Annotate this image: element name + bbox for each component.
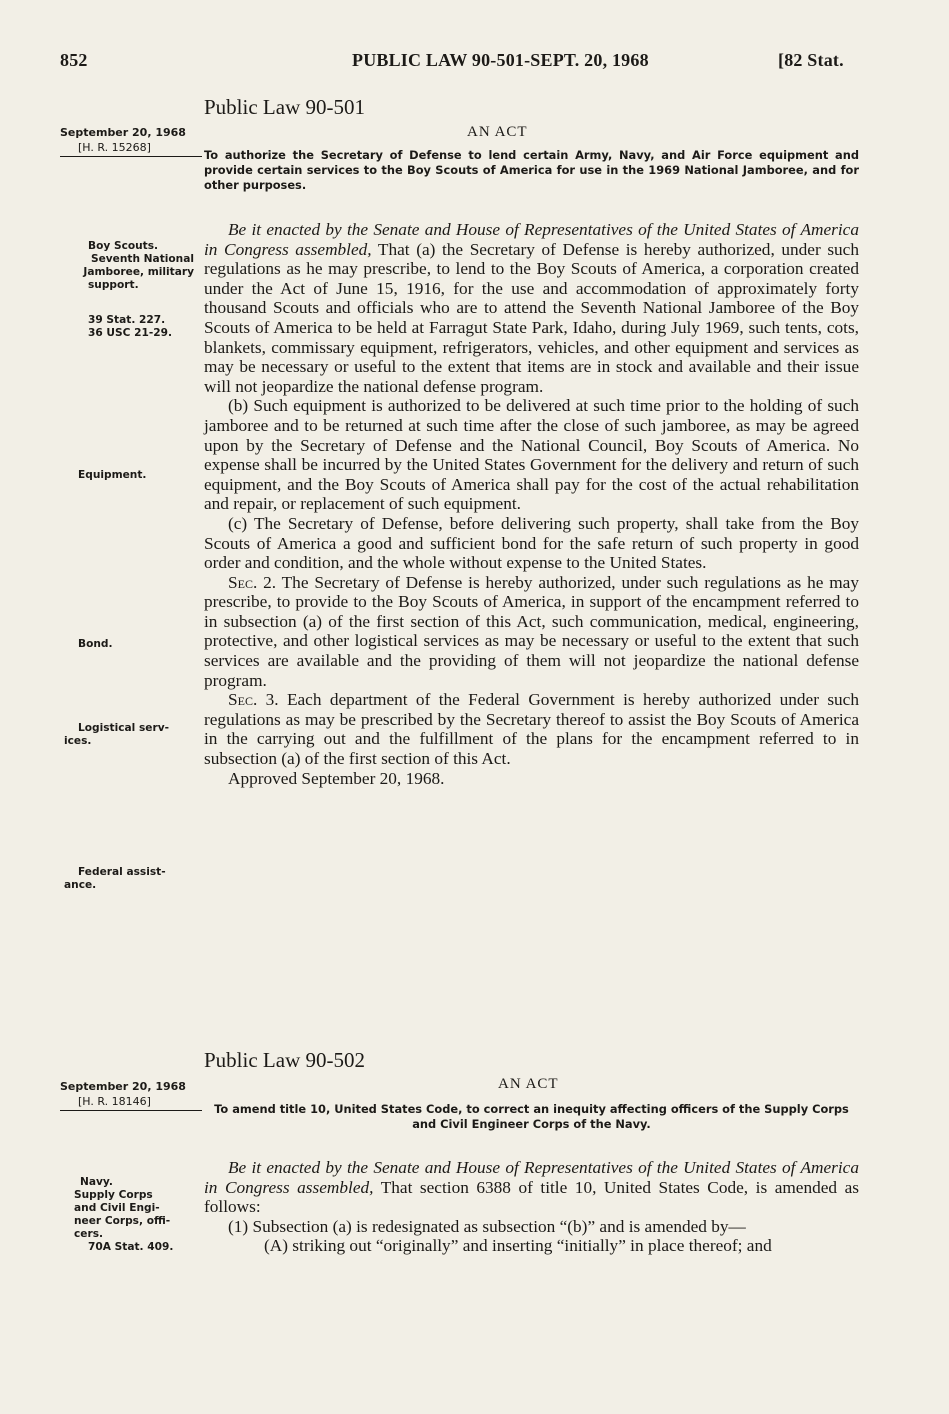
law2-bill: [H. R. 18146] (78, 1095, 151, 1108)
margin-note-line: neer Corps, offi- (74, 1215, 171, 1227)
margin-note-line: Federal assist- (78, 866, 166, 878)
margin-note-line: support. (88, 279, 139, 291)
law1-bill-rule (60, 156, 202, 157)
section-label: Sec. 3. (228, 690, 279, 710)
law1-section-1c: (c) The Secretary of Defense, before delivering such property, shall take from the Boy Scouts of America a good and sufficient bond for the safe return of such property in good order and condition, and the whole without expense to the United States. (204, 513, 859, 573)
margin-note-line: cers. (74, 1228, 104, 1240)
law2-paragraph-a (204, 1236, 859, 1256)
margin-note-line: Supply Corps (74, 1189, 153, 1201)
margin-note-boy-scouts (60, 240, 194, 292)
law1-date: September 20, 1968 (60, 126, 186, 139)
law1-purpose: To authorize the Secretary of Defense to lend certain Army, Navy, and Air Force equipment and provide certain services to the Boy Scouts of America for use in the 1969 National Jamboree, and for other purposes. (204, 148, 859, 192)
law2-enacting (204, 1158, 859, 1217)
margin-note-line: Jamboree, military (83, 266, 194, 278)
margin-note-logistical (64, 722, 200, 748)
law2-paragraph-1: (1) Subsection (a) is redesignated as subsection “(b)” and is amended by— (228, 1216, 746, 1236)
law2-title: Public Law 90-502 (204, 1048, 365, 1072)
law2-body (204, 1158, 859, 1256)
law1-body (204, 220, 859, 788)
law1-title: Public Law 90-501 (204, 95, 365, 119)
law1-section-1b: (b) Such equipment is authorized to be delivered at such time prior to the holding of such jamboree and to be returned at such time after the close of such jamboree, as may be agreed upon by the Secretary of Defense and the National Council, Boy Scouts of America. No expense shall be incurred by the United States Government for the delivery and return of such equipment, and the Boy Scouts of America shall pay for the cost of the actual rehabilitation and repair, or replacement of such equipment. (204, 396, 859, 514)
margin-note-line: Seventh National (90, 253, 194, 265)
law1-section-2 (204, 573, 859, 691)
law2-purpose: To amend title 10, United States Code, to correct an inequity affecting officers of the Supply Corps and Civil Engineer Corps of the Navy. (214, 1102, 849, 1131)
margin-note-line: ices. (64, 735, 92, 747)
margin-note-equipment: Equipment. (78, 469, 147, 481)
margin-note-line: Logistical serv- (78, 722, 170, 734)
margin-note-navy (74, 1176, 200, 1254)
paragraph-a-text: (A) striking out “originally” and inserting “initially” in place thereof; and (264, 1236, 772, 1256)
law2-date: September 20, 1968 (60, 1080, 186, 1093)
margin-note-line: 39 Stat. 227. (88, 314, 166, 326)
margin-note-line: Navy. (80, 1176, 113, 1188)
margin-note-line: 36 USC 21-29. (88, 327, 173, 339)
margin-note-line: and Civil Engi- (74, 1202, 160, 1214)
law2-an-act: AN ACT (498, 1076, 559, 1092)
section-text: That section 6388 of title 10, United States Code, is amended as follows: (204, 1177, 859, 1217)
volume-citation: [82 Stat. (778, 50, 844, 70)
margin-note-line: ance. (64, 879, 97, 891)
law1-section-1a (204, 220, 859, 396)
law2-bill-rule (60, 1110, 202, 1111)
law1-an-act: AN ACT (467, 124, 528, 140)
page-number: 852 (60, 50, 88, 70)
section-label: Sec. 2. (228, 572, 277, 592)
section-text: That (a) the Secretary of Defense is hereby authorized, under such regulations as he may prescribe, to lend to the Boy Scouts of America, a corporation created under the Act of June 15, 1916, for the use and accommodation of approximately forty thousand Scouts and officials who are to attend the Seventh National Jamboree of the Boy Scouts of America to be held at Farragut State Park, Idaho, during July 1969, such tents, cots, blankets, commissary equipment, refrigerators, vehicles, and other equipment and services as may be necessary or useful to the extent that items are in stock and available and their issue will not jeopardize the national defense program. (204, 239, 859, 396)
enacting-clause: Be it enacted by the Senate and House of Representatives of the United States of America in Congress assembled, (204, 1158, 859, 1197)
law1-bill: [H. R. 15268] (78, 141, 151, 154)
margin-note-line: 70A Stat. 409. (88, 1241, 174, 1253)
margin-note-citation (88, 314, 198, 340)
enacting-clause: Be it enacted by the Senate and House of Representatives of the United States of America in Congress assembled, (204, 220, 859, 259)
margin-note-line: Boy Scouts. (88, 240, 159, 252)
section-text: The Secretary of Defense is hereby authorized, under such regulations as he may prescribe, to provide to the Boy Scouts of America, in support of the encampment referred to in subsection (a) of the first section of this Act, such communication, medical, engineering, protective, and other logistical services as may be necessary or useful to the extent that such services are available and the providing of them will not jeopardize the national defense program. (204, 572, 859, 690)
margin-note-federal (64, 866, 200, 892)
law1-approved: Approved September 20, 1968. (228, 768, 445, 788)
margin-note-bond: Bond. (78, 638, 113, 650)
law1-section-3 (204, 690, 859, 768)
running-title: PUBLIC LAW 90-501-SEPT. 20, 1968 (352, 50, 649, 70)
section-text: Each department of the Federal Government is hereby authorized under such regulations as may be prescribed by the Secretary thereof to assist the Boy Scouts of America in the carrying out and the fulfillment of the plans for the encampment referred to in subsection (a) of the first section of this Act. (204, 690, 859, 769)
